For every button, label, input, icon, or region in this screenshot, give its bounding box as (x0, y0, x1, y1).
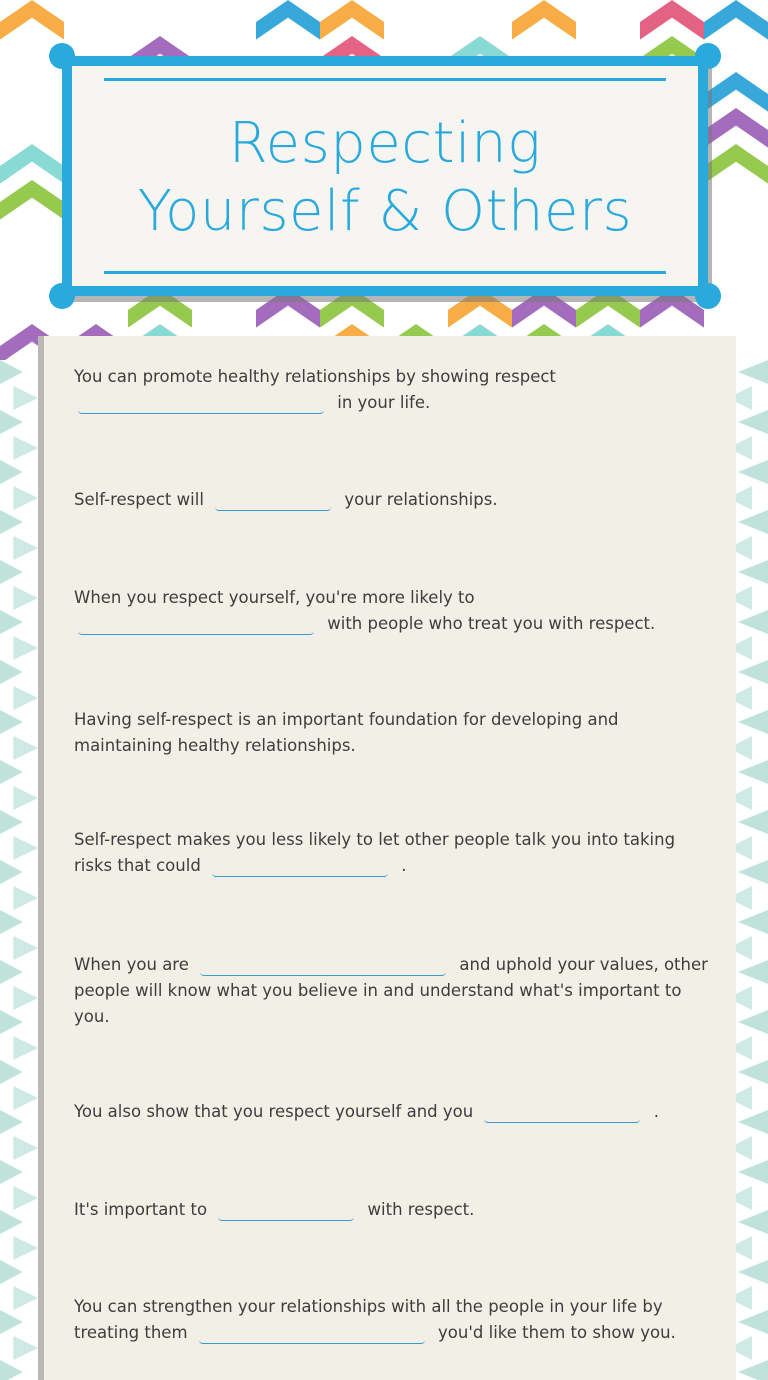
triangle-shape (13, 786, 38, 810)
triangle-shape (738, 960, 768, 984)
triangle-shape (13, 886, 38, 910)
question-text: Self-respect will (74, 490, 204, 509)
page-title-line-1: Respecting (228, 111, 542, 176)
chevron-shape (704, 216, 768, 256)
triangle-shape (738, 660, 768, 684)
answer-blank-7[interactable] (484, 1100, 640, 1123)
triangle-shape (0, 960, 23, 984)
chevron-shape (576, 0, 640, 40)
question-text: When you are (74, 955, 189, 974)
triangle-shape (0, 1260, 23, 1284)
chevron-shape (0, 72, 64, 112)
question-6 (74, 952, 708, 1030)
chevron-shape (256, 0, 320, 40)
question-text: You can promote healthy relationships by showing respect (74, 367, 556, 386)
triangle-shape (0, 910, 23, 934)
triangle-shape (738, 860, 768, 884)
triangle-shape (13, 636, 38, 660)
question-text: and uphold your values, other people will know what you believe in and understand what's important to you. (74, 955, 708, 1026)
question-3 (74, 585, 704, 637)
question-text: When you respect yourself, you're more likely to (74, 588, 475, 607)
triangle-shape (0, 360, 23, 384)
question-4 (74, 707, 664, 759)
triangle-shape (738, 1310, 768, 1334)
chevron-shape (704, 0, 768, 40)
chevron-shape (128, 0, 192, 40)
question-9 (74, 1294, 694, 1346)
question-text: in your life. (337, 393, 431, 412)
triangle-shape (13, 836, 38, 860)
triangle-shape (13, 936, 38, 960)
answer-blank-5[interactable] (212, 854, 388, 877)
answer-blank-8[interactable] (218, 1198, 354, 1221)
question-text: You also show that you respect yourself and you (74, 1102, 474, 1121)
answer-blank-2[interactable] (215, 488, 331, 511)
title-card (62, 56, 708, 296)
triangle-shape (738, 1010, 768, 1034)
question-text: Having self-respect is an important foundation for developing and maintaining healthy relationships. (74, 710, 619, 755)
triangle-shape (13, 486, 38, 510)
left-triangle-border (0, 360, 38, 1380)
triangle-shape (13, 1336, 38, 1360)
question-text: with people who treat you with respect. (327, 614, 656, 633)
question-text: You can strengthen your relationships with all the people in your life by treating them (74, 1297, 663, 1342)
question-8 (74, 1197, 704, 1223)
triangle-shape (0, 460, 23, 484)
question-5 (74, 827, 694, 879)
question-text: . (653, 1102, 659, 1121)
triangle-shape (738, 1210, 768, 1234)
triangle-shape (0, 610, 23, 634)
chevron-shape (704, 108, 768, 148)
chevron-shape (320, 0, 384, 40)
triangle-shape (0, 1160, 23, 1184)
triangle-shape (13, 986, 38, 1010)
triangle-shape (738, 460, 768, 484)
question-text: Self-respect makes you less likely to let other people talk you into taking risks that could (74, 830, 676, 875)
triangle-shape (738, 560, 768, 584)
triangle-shape (738, 710, 768, 734)
triangle-shape (13, 586, 38, 610)
chevron-shape (0, 180, 64, 220)
question-text: . (401, 856, 407, 875)
question-text: you'd like them to show you. (438, 1323, 676, 1342)
triangle-shape (0, 710, 23, 734)
chevron-shape (640, 0, 704, 40)
triangle-shape (738, 760, 768, 784)
triangle-shape (0, 410, 23, 434)
triangle-shape (738, 510, 768, 534)
answer-blank-9[interactable] (199, 1321, 425, 1344)
triangle-shape (0, 1010, 23, 1034)
triangle-shape (0, 1210, 23, 1234)
triangle-shape (13, 1086, 38, 1110)
chevron-shape (0, 216, 64, 256)
triangle-shape (738, 910, 768, 934)
triangle-shape (738, 360, 768, 384)
triangle-shape (13, 1186, 38, 1210)
chevron-shape (384, 0, 448, 40)
triangle-shape (13, 436, 38, 460)
chevron-shape (0, 0, 64, 40)
corner-decoration (49, 283, 75, 309)
triangle-shape (13, 536, 38, 560)
answer-blank-1[interactable] (78, 391, 324, 414)
question-2 (74, 487, 704, 513)
chevron-shape (512, 0, 576, 40)
triangle-shape (738, 1160, 768, 1184)
triangle-shape (13, 1236, 38, 1260)
corner-decoration (695, 283, 721, 309)
title-bottom-rule (104, 271, 666, 274)
triangle-shape (738, 1110, 768, 1134)
triangle-shape (738, 410, 768, 434)
page-title-line-2: Yourself & Others (137, 179, 633, 244)
triangle-shape (738, 810, 768, 834)
triangle-shape (13, 1036, 38, 1060)
chevron-shape (192, 0, 256, 40)
triangle-shape (0, 560, 23, 584)
chevron-shape (448, 0, 512, 40)
triangle-shape (13, 736, 38, 760)
chevron-shape (0, 144, 64, 184)
triangle-shape (738, 1060, 768, 1084)
triangle-shape (0, 760, 23, 784)
corner-decoration (49, 43, 75, 69)
triangle-shape (13, 1286, 38, 1310)
question-7 (74, 1099, 704, 1125)
triangle-shape (0, 510, 23, 534)
answer-blank-3[interactable] (78, 612, 314, 635)
title-top-rule (104, 78, 666, 81)
worksheet-paper (38, 336, 736, 1380)
triangle-shape (0, 1110, 23, 1134)
title-card-inner (72, 66, 698, 286)
question-text: with respect. (367, 1200, 475, 1219)
question-text: It's important to (74, 1200, 208, 1219)
corner-decoration (695, 43, 721, 69)
triangle-shape (0, 860, 23, 884)
chevron-shape (0, 108, 64, 148)
triangle-shape (738, 1260, 768, 1284)
triangle-shape (0, 1310, 23, 1334)
triangle-shape (0, 660, 23, 684)
question-text: your relationships. (344, 490, 498, 509)
chevron-shape (64, 0, 128, 40)
page-title (72, 110, 698, 246)
triangle-shape (13, 386, 38, 410)
chevron-shape (704, 72, 768, 112)
triangle-shape (0, 1360, 23, 1380)
triangle-shape (0, 1060, 23, 1084)
question-1 (74, 364, 704, 416)
answer-blank-6[interactable] (200, 953, 446, 976)
chevron-shape (704, 144, 768, 184)
triangle-shape (738, 610, 768, 634)
triangle-shape (738, 1360, 768, 1380)
triangle-shape (0, 810, 23, 834)
chevron-shape (704, 180, 768, 220)
triangle-shape (13, 686, 38, 710)
triangle-shape (13, 1136, 38, 1160)
